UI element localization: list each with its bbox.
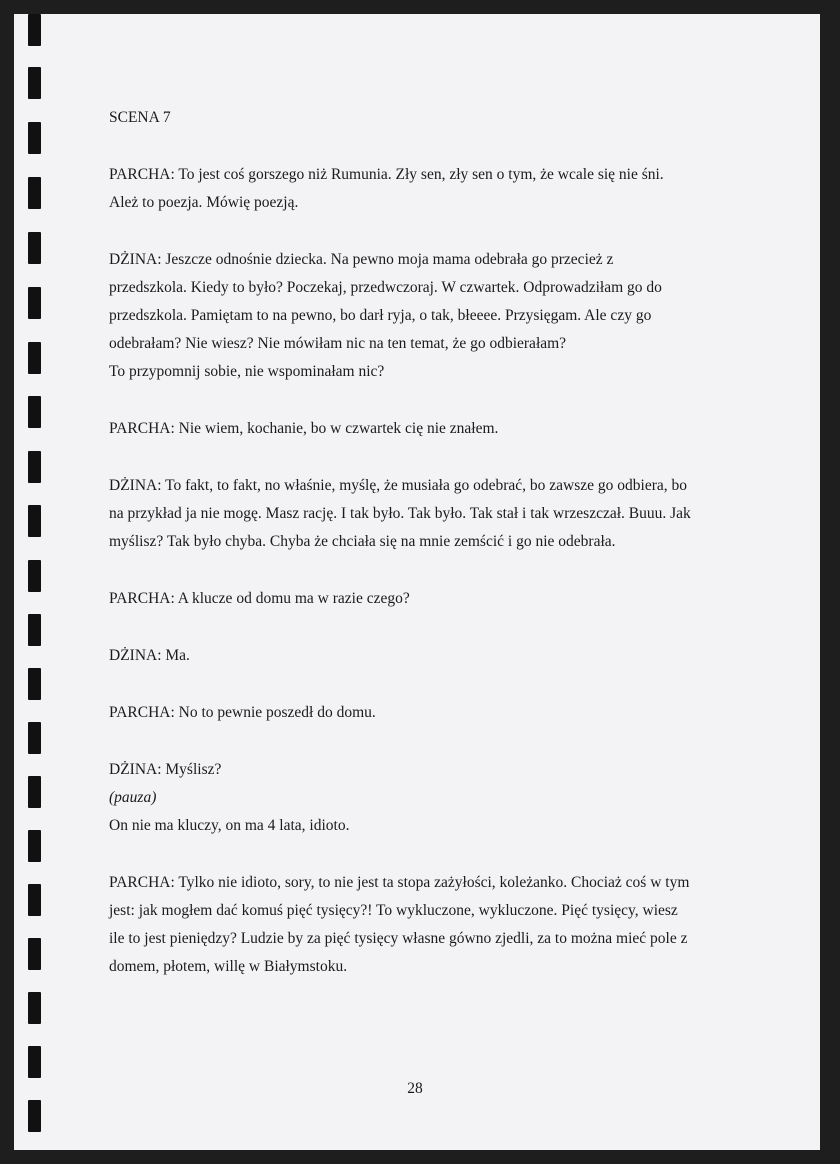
dialogue-line: myślisz? Tak było chyba. Chyba że chciała się na mnie zemścić i go nie odebrała. [109, 533, 616, 550]
dialogue-line: On nie ma kluczy, on ma 4 lata, idioto. [109, 817, 350, 834]
binding-ring [28, 122, 41, 154]
binding-ring [28, 614, 41, 646]
dialogue-line: DŻINA: Ma. [109, 647, 190, 664]
binding-ring [28, 830, 41, 862]
dialogue-line: To przypomnij sobie, nie wspominałam nic? [109, 363, 385, 380]
binding-ring [28, 451, 41, 483]
dialogue-paragraph [109, 472, 729, 556]
dialogue-paragraph [109, 699, 729, 727]
binding-ring [28, 722, 41, 754]
page-number: 28 [407, 1080, 423, 1097]
binding-ring [28, 776, 41, 808]
binding-ring [28, 14, 41, 46]
stage-direction: (pauza) [109, 789, 157, 806]
binding-ring [28, 505, 41, 537]
binding-ring [28, 668, 41, 700]
spiral-binding [28, 0, 42, 1164]
dialogue-line: przedszkola. Pamiętam to na pewno, bo darł ryja, o tak, błeeee. Przysięgam. Ale czy go [109, 307, 652, 324]
dialogue-line: PARCHA: A klucze od domu ma w razie czego? [109, 590, 410, 607]
dialogue-paragraph [109, 869, 729, 981]
binding-ring [28, 1046, 41, 1078]
binding-ring [28, 67, 41, 99]
dialogue-line: PARCHA: Tylko nie idioto, sory, to nie jest ta stopa zażyłości, koleżanko. Chociaż coś w tym [109, 874, 690, 891]
binding-ring [28, 287, 41, 319]
dialogue-paragraph [109, 246, 729, 386]
dialogue-line: na przykład ja nie mogę. Masz rację. I tak było. Tak było. Tak stał i tak wrzeszczał. Buuu. Jak [109, 505, 691, 522]
dialogue-paragraph [109, 642, 729, 670]
dialogue-paragraph [109, 756, 729, 840]
dialogue-line: Ależ to poezja. Mówię poezją. [109, 194, 299, 211]
dialogue-line: domem, płotem, willę w Białymstoku. [109, 958, 348, 975]
dialogue-line: przedszkola. Kiedy to było? Poczekaj, przedwczoraj. W czwartek. Odprowadziłam go do [109, 279, 662, 296]
dialogue-paragraph [109, 415, 729, 443]
dialogue-line: DŻINA: Jeszcze odnośnie dziecka. Na pewno moja mama odebrała go przecież z [109, 251, 614, 268]
binding-ring [28, 992, 41, 1024]
dialogue-line: PARCHA: To jest coś gorszego niż Rumunia. Zły sen, zły sen o tym, że wcale się nie śni. [109, 166, 664, 183]
scene-heading: SCENA 7 [109, 109, 171, 126]
dialogue-line: DŻINA: To fakt, to fakt, no właśnie, myślę, że musiała go odebrać, bo zawsze go odbiera, bo [109, 477, 687, 494]
dialogue-line: jest: jak mogłem dać komuś pięć tysięcy?! To wykluczone, wykluczone. Pięć tysięcy, wiesz [109, 902, 678, 919]
binding-ring [28, 938, 41, 970]
script-body [109, 104, 729, 1010]
dialogue-line: odebrałam? Nie wiesz? Nie mówiłam nic na ten temat, że go odbierałam? [109, 335, 567, 352]
binding-ring [28, 232, 41, 264]
binding-ring [28, 560, 41, 592]
dialogue-line: PARCHA: Nie wiem, kochanie, bo w czwartek cię nie znałem. [109, 420, 499, 437]
binding-ring [28, 177, 41, 209]
binding-ring [28, 342, 41, 374]
binding-ring [28, 884, 41, 916]
dialogue-line: ile to jest pieniędzy? Ludzie by za pięć tysięcy własne gówno zjedli, za to można mieć pole z [109, 930, 688, 947]
dialogue-line: PARCHA: No to pewnie poszedł do domu. [109, 704, 376, 721]
dialogue-paragraph [109, 161, 729, 217]
dialogue-paragraph [109, 585, 729, 613]
dialogue-line: DŻINA: Myślisz? [109, 761, 222, 778]
binding-ring [28, 1100, 41, 1132]
binding-ring [28, 396, 41, 428]
